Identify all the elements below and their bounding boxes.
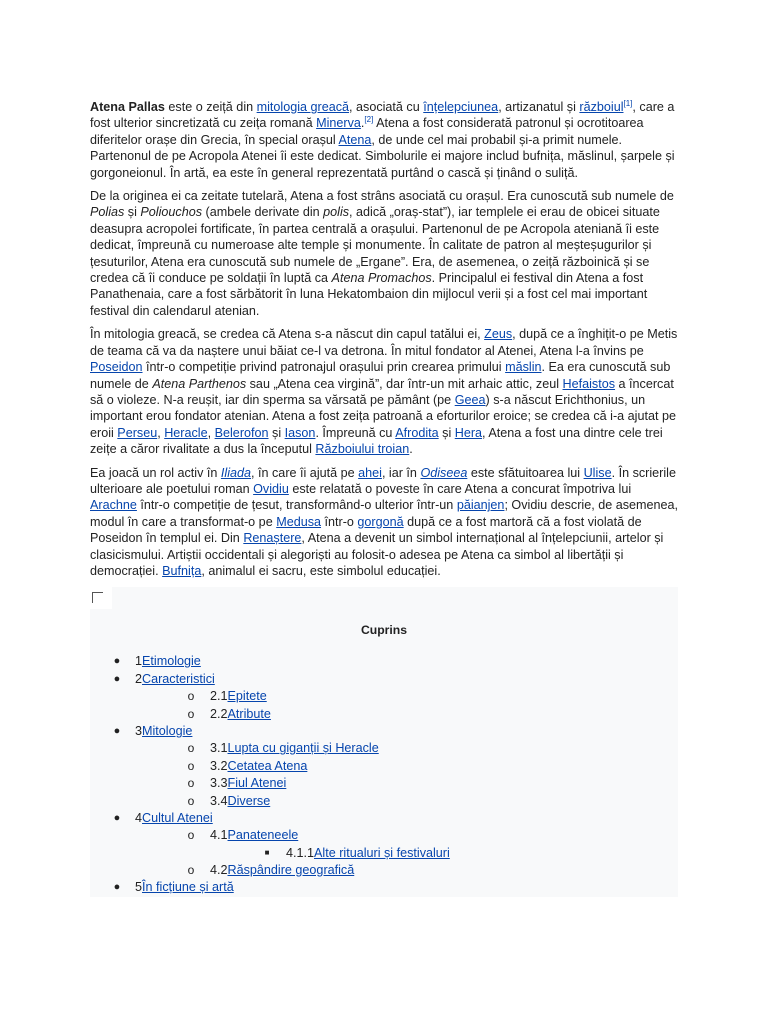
toc-link[interactable]: Mitologie xyxy=(142,723,193,738)
toc-toggle-checkbox[interactable] xyxy=(90,587,112,609)
toc-link[interactable]: Panateneele xyxy=(227,828,299,843)
paragraph-literature xyxy=(90,465,680,580)
toc-item[interactable] xyxy=(90,793,678,810)
italic-promachos: Atena Promachos xyxy=(331,271,432,286)
toc-item-text xyxy=(210,775,286,791)
bullet-icon: o xyxy=(187,758,195,773)
toc-link[interactable]: Cetatea Atena xyxy=(227,758,308,773)
link-ovidiu[interactable]: Ovidiu xyxy=(253,481,289,496)
bullet-icon: o xyxy=(187,793,195,808)
toc-item[interactable] xyxy=(90,845,678,862)
text: , de unde cel mai probabil și-a primit numele. Partenonul de pe Acropola Atenei îi este dedicat. Simbolurile ei majore includ bufnița, măslinul, șarpele și gorgoneionul. În artă, ea este în general reprezentată purtând o cască și ținând o suliță. xyxy=(90,132,675,180)
text: Atena a fost considerată patronul și ocrotitoarea diferitelor orașe din Grecia, în special orașul xyxy=(90,116,644,147)
toc-item-text xyxy=(210,688,267,704)
text: . În scrierile ulterioare ale poetului roman xyxy=(90,465,676,496)
link-heracle[interactable]: Heracle xyxy=(164,425,208,440)
link-bufnita[interactable]: Bufnița xyxy=(162,563,202,578)
paragraph-intro xyxy=(90,99,680,181)
link-geea[interactable]: Geea xyxy=(454,392,486,407)
toc-number: 2 xyxy=(135,671,143,686)
toc-item-text xyxy=(286,845,450,861)
toc-item[interactable] xyxy=(90,827,678,844)
toc-item[interactable] xyxy=(90,862,678,879)
bullet-icon: ● xyxy=(113,672,121,685)
italic-parthenos: Atena Parthenos xyxy=(152,376,247,391)
italic-polias: Polias xyxy=(90,205,125,220)
link-razboiul[interactable]: războiul xyxy=(579,100,624,114)
link-intelepciunea[interactable]: înțelepciunea xyxy=(423,100,499,114)
text: , xyxy=(157,425,165,440)
toc-item-text xyxy=(135,671,215,687)
link-renastere[interactable]: Renaștere xyxy=(243,531,302,546)
toc-link[interactable]: Cultul Atenei xyxy=(142,810,213,825)
text: . Împreună cu xyxy=(315,425,396,440)
text: și xyxy=(438,425,455,440)
toc-item-text xyxy=(210,706,271,722)
link-zeus[interactable]: Zeus xyxy=(484,327,513,342)
link-mitologia-greaca[interactable]: mitologia greacă xyxy=(256,100,350,114)
footnote-ref-2[interactable]: [2] xyxy=(364,115,374,125)
toc-list xyxy=(90,653,678,896)
text: De la originea ei ca zeitate tutelară, Atena a fost strâns asociată cu orașul. Era cunoscută sub numele de xyxy=(90,189,674,204)
link-iason[interactable]: Iason xyxy=(284,425,316,440)
link-hefaistos[interactable]: Hefaistos xyxy=(562,376,616,391)
link-perseu[interactable]: Perseu xyxy=(117,425,158,440)
text: și xyxy=(268,425,285,440)
toc-item-text xyxy=(135,723,192,739)
bullet-icon: ■ xyxy=(264,847,270,857)
toc-item[interactable] xyxy=(90,688,678,705)
text: sau „Atena cea virgină”, dar într-un mit arhaic attic, zeul xyxy=(246,376,563,391)
toc-item[interactable] xyxy=(90,758,678,775)
text: , după ce a înghițit-o pe Metis de teama că va da naștere unui băiat ce-l va detrona. În mitul fondator al Atenei, Atena l-a învins pe xyxy=(90,327,678,358)
toc-title: Cuprins xyxy=(360,623,408,638)
bullet-icon: ● xyxy=(113,724,121,737)
link-arachne[interactable]: Arachne xyxy=(90,498,137,513)
toc-number: 3.3 xyxy=(210,776,228,791)
bullet-icon: ● xyxy=(113,811,121,824)
toc-number: 3.1 xyxy=(210,741,228,756)
text: . Principalul ei festival din Atena a fost Panathenaia, care a fost sărbătorit în luna Hekatombaion din mijlocul verii și a fost cel mai important festival din calendarul atenian. xyxy=(90,271,648,318)
table-of-contents xyxy=(90,587,678,897)
text: . xyxy=(360,116,365,131)
toc-link[interactable]: Lupta cu giganții și Heracle xyxy=(227,741,379,756)
text: și xyxy=(124,205,141,220)
toc-link[interactable]: Caracteristici xyxy=(142,671,215,686)
toc-number: 2.2 xyxy=(210,706,228,721)
bullet-icon: o xyxy=(187,863,195,878)
text: , Atena a fost una dintre cele trei zeițe a căror rivalitate a dus la începutul xyxy=(90,425,663,457)
toc-item[interactable] xyxy=(90,706,678,723)
link-gorgona[interactable]: gorgonă xyxy=(357,514,404,529)
toc-item-text xyxy=(135,810,213,826)
toc-link[interactable]: Diverse xyxy=(227,793,271,808)
bullet-icon: ● xyxy=(113,655,121,668)
link-afrodita[interactable]: Afrodita xyxy=(395,425,439,440)
toc-item[interactable] xyxy=(90,653,678,670)
toc-link[interactable]: În ficțiune și artă xyxy=(142,880,234,895)
text: este o zeiță din xyxy=(164,100,257,114)
link-ahei[interactable]: ahei xyxy=(358,465,382,480)
text: (ambele derivate din xyxy=(202,205,324,220)
toc-item-text xyxy=(210,758,307,774)
toc-number: 4.1.1 xyxy=(286,845,315,860)
link-belerofon[interactable]: Belerofon xyxy=(214,425,269,440)
toc-item[interactable] xyxy=(90,879,678,896)
text: Ea joacă un rol activ în xyxy=(90,465,221,480)
toc-item-text xyxy=(210,827,298,843)
toc-number: 3.4 xyxy=(210,793,228,808)
bullet-icon: o xyxy=(187,689,195,704)
link-maslin[interactable]: măslin xyxy=(505,360,542,375)
link-hera[interactable]: Hera xyxy=(454,425,483,440)
link-odiseea[interactable]: Odiseea xyxy=(420,465,468,480)
toc-item[interactable] xyxy=(90,810,678,827)
toc-item[interactable] xyxy=(90,775,678,792)
article-content xyxy=(90,99,680,897)
toc-number: 1 xyxy=(135,654,143,669)
bullet-icon: o xyxy=(187,776,195,791)
text: În mitologia greacă, se credea că Atena s-a născut din capul tatălui ei, xyxy=(90,327,485,342)
link-ulise[interactable]: Ulise xyxy=(583,465,612,480)
text: , Atena a devenit un simbol internațional al înțelepciunii, artelor și clasicismului. Artiștii occidentali și alegoriști au folosit-o adesea pe Atena ca simbol al libertății și democrației. xyxy=(90,531,664,578)
toc-item-text xyxy=(210,740,379,756)
toc-link[interactable]: Atribute xyxy=(227,706,271,721)
italic-polis: polis xyxy=(323,205,350,220)
text: , în care îi ajută pe xyxy=(251,465,359,480)
text: , iar în xyxy=(381,465,421,480)
paragraph-mythology xyxy=(90,326,680,457)
toc-link[interactable]: Fiul Atenei xyxy=(227,776,287,791)
toc-link[interactable]: Epitete xyxy=(227,689,267,704)
toc-number: 3 xyxy=(135,723,143,738)
toc-number: 5 xyxy=(135,880,143,895)
text: este relatată o poveste în care Atena a concurat împotriva lui xyxy=(288,481,632,496)
link-atena[interactable]: Atena xyxy=(338,132,372,147)
toc-item-text xyxy=(135,879,234,895)
bullet-icon: ● xyxy=(113,881,121,894)
paragraph-cult xyxy=(90,188,680,319)
italic-poliouchos: Poliouchos xyxy=(140,205,203,220)
text: într-o competiție de țesut, transformând-o ulterior într-un xyxy=(136,498,457,513)
link-razboiul-troian[interactable]: Războiului troian xyxy=(315,442,410,457)
toc-number: 4 xyxy=(135,810,143,825)
bullet-icon: o xyxy=(187,706,195,721)
toc-item[interactable] xyxy=(90,671,678,688)
bullet-icon: o xyxy=(187,828,195,843)
toc-number: 4.1 xyxy=(210,828,228,843)
toc-link[interactable]: Etimologie xyxy=(142,654,201,669)
toc-item[interactable] xyxy=(90,740,678,757)
text: , xyxy=(207,425,215,440)
text: , artizanatul și xyxy=(498,100,580,114)
link-iliada[interactable]: Iliada xyxy=(220,465,252,480)
link-medusa[interactable]: Medusa xyxy=(276,514,322,529)
toc-item-text xyxy=(210,793,270,809)
text: , care a fost ulterior sincretizată cu zeița romană xyxy=(90,100,675,131)
text: ; Ovidiu descrie, de asemenea, modul în care a transformat-o pe xyxy=(90,498,679,529)
text: după ce a fost martoră că a fost violată de Poseidon în templul ei. Din xyxy=(90,514,642,546)
text: . xyxy=(409,442,413,457)
toc-item-text xyxy=(135,653,201,669)
text: a încercat să o violeze. N-a reușit, iar din sperma sa vărsată pe pământ (pe xyxy=(90,376,674,407)
link-minerva[interactable]: Minerva xyxy=(316,116,361,131)
text: într-o competiție privind patronajul orașului prin crearea primului xyxy=(142,360,506,375)
article-title: Atena Pallas xyxy=(90,100,165,114)
toc-item[interactable] xyxy=(90,723,678,740)
footnote-ref-1[interactable]: [1] xyxy=(623,98,633,108)
text: . Ea era cunoscută sub numele de xyxy=(90,360,671,391)
toc-number: 2.1 xyxy=(210,689,228,704)
bullet-icon: o xyxy=(187,741,195,756)
toc-item-text xyxy=(210,862,354,878)
toc-number: 3.2 xyxy=(210,758,228,773)
text: într-o xyxy=(321,514,358,529)
toc-link[interactable]: Alte ritualuri și festivaluri xyxy=(314,845,450,860)
toc-link[interactable]: Răspândire geografică xyxy=(227,863,355,878)
text: , asociată cu xyxy=(349,100,424,114)
checkbox-icon xyxy=(92,592,103,603)
text: ) s-a născut Erichthonius, un important erou fondator atenian. Atena a fost zeița patroană a eforturilor eroice; se credea că i-a ajutat pe eroii xyxy=(90,392,676,440)
link-poseidon[interactable]: Poseidon xyxy=(90,360,143,375)
link-paianjen[interactable]: păianjen xyxy=(456,498,505,513)
text: este sfătuitoarea lui xyxy=(467,465,584,480)
text: , animalul ei sacru, este simbolul educației. xyxy=(201,563,441,578)
text: , adică „oraș-stat”), iar templele ei erau de obicei situate deasupra acropolei fortificate, în partea centrală a orașului. Partenonul de pe Acropola ateniană îi este dedicat, împreună cu numeroase alte temple și monumente. În calitate de patron al meșteșugurilor și țesuturilor, Atena era cunoscută sub numele de „Ergane”. Era, de asemenea, o zeiță războinică și se credea că îi conduce pe soldații în luptă ca xyxy=(90,205,660,286)
toc-number: 4.2 xyxy=(210,863,228,878)
